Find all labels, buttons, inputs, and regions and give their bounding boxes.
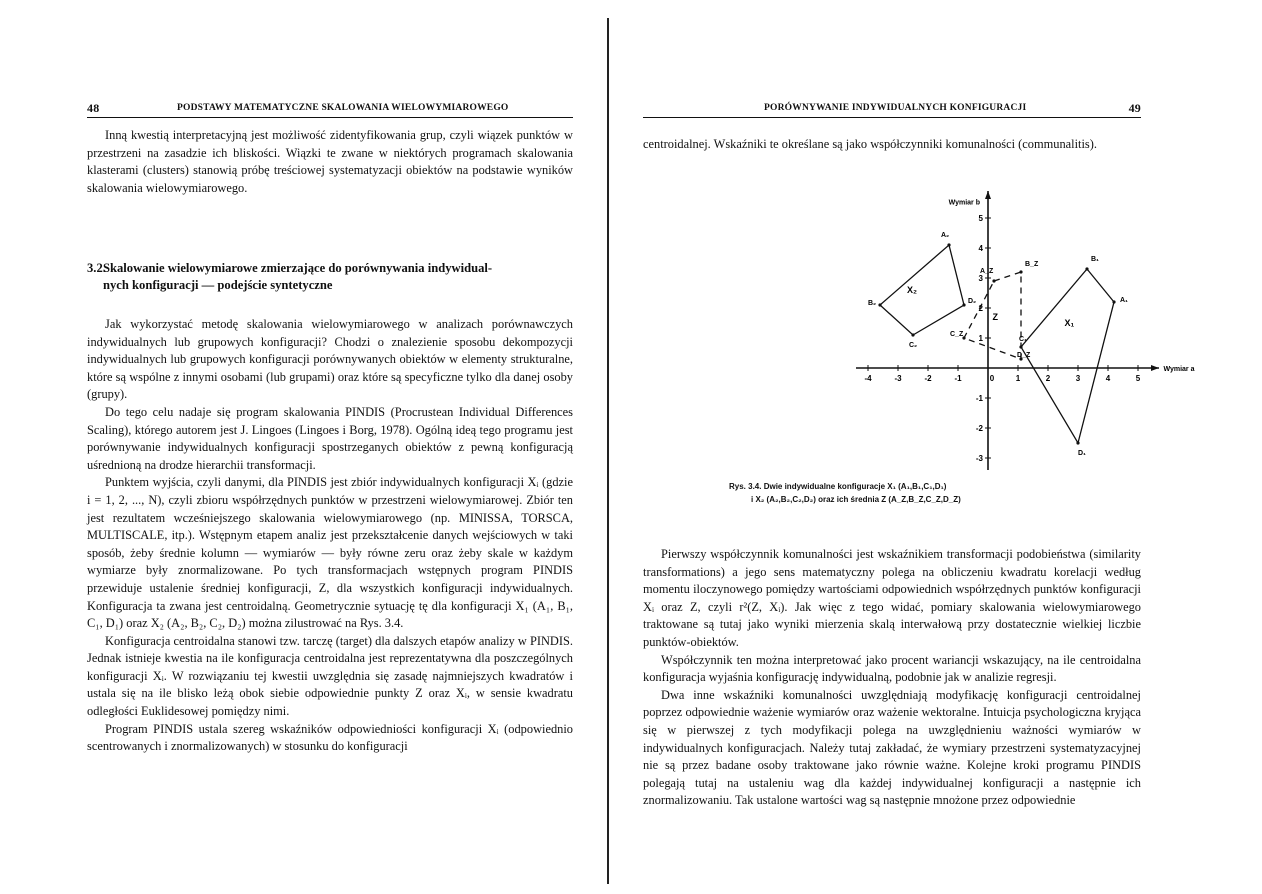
point-c2 (911, 333, 914, 336)
x-tick-label: 5 (1135, 374, 1141, 383)
y-tick-label: 4 (978, 244, 983, 253)
figure-3-4 (750, 180, 1195, 500)
point-label-a2: A₂ (941, 232, 950, 239)
right-paragraph-3: Dwa inne wskaźniki komunalności uwzględniają modyfikację konfiguracji centroidalnej poprzez odpowiednie ważenie wymiarów oraz ważenie wektoralne. Intuicja psychologiczna kryjąca się w pierwszej z tych modyfikacji polega na uwzględnieniu ważności wymiarów w indywidualnych konfiguracjach. Należy tutaj zakładać, że wymiary przestrzeni systematyzacyjnej nie są przez badane osoby traktowane jako równie ważne. Kolejne kroki programu PINDIS polegają tutaj na ustaleniu wag dla każdej indywidualnej konfiguracji a następnie ich znormalizowaniu. Tak ustalone wartości wag są następnie mnożone przez odpowiednie (643, 687, 1141, 808)
point-a2 (947, 243, 950, 246)
y-axis-arrow (985, 191, 991, 199)
point-c1 (1019, 345, 1022, 348)
point-label-d1: D₁ (1078, 450, 1086, 457)
config-label-x1: X₁ (1064, 318, 1075, 328)
x-axis-label: Wymiar a (1163, 366, 1195, 373)
right-page-number: 49 (1128, 101, 1141, 115)
left-paragraph-1: Jak wykorzystać metodę skalowania wielowymiarowego w analizach porównawczych indywidualnych lub grupowych konfiguracji? Chodzi o znalezienie sposobu dekompozycji indywidualnych lub grupowych konfiguracji porównywanych obiektów w elementy strukturalne, które są wspólne z innymi osobami (lub grupami) oraz które są specyficzne tylko dla danej osoby (grupy). (87, 317, 573, 402)
point-label-d2: D₂ (968, 298, 977, 305)
x-tick-label: -3 (894, 374, 902, 383)
right-body-block (643, 546, 1141, 810)
y-tick-label: -3 (975, 454, 983, 463)
left-body-block (87, 316, 573, 756)
x-tick-label: 2 (1045, 374, 1051, 383)
x-tick-label: 0 (989, 374, 995, 383)
x-tick-label: -2 (924, 374, 932, 383)
point-b1 (1085, 267, 1088, 270)
y-tick-label: -2 (975, 424, 983, 433)
point-label-a1: A₁ (1120, 297, 1128, 304)
left-intro-block (87, 127, 573, 197)
point-a1 (1112, 300, 1115, 303)
y-tick-label: 3 (978, 274, 983, 283)
figure-caption (729, 480, 1069, 506)
x-tick-label: 3 (1075, 374, 1081, 383)
left-page-number: 48 (87, 101, 100, 115)
x-tick-label: -1 (954, 374, 962, 383)
point-bz (1019, 270, 1022, 273)
x-axis-arrow (1151, 365, 1159, 371)
right-continuation: centroidalnej. Wskaźniki te określane są jako współczynniki komunalności (communalitis). (643, 137, 1097, 151)
section-number: 3.2. (87, 261, 106, 275)
x-tick-label: 4 (1105, 374, 1111, 383)
section-title-line1: Skalowanie wielowymiarowe zmierzające do porównywania indywidual- (103, 261, 493, 275)
point-label-b2: B₂ (868, 300, 877, 307)
point-label-cz: C_Z (950, 331, 964, 338)
intro-paragraph: Inną kwestią interpretacyjną jest możliwość zidentyfikowania grup, czyli wiązek punktów w przestrzeni na zasadzie ich bliskości. Wiązki te zwane w niektórych programach skalowania klasterami (clusters) stanowią próbę treściowej systematyzacji obiektów na podstawie wyników skalowania wielowymiarowego. (87, 128, 573, 195)
configuration-x1-shape (1021, 269, 1114, 443)
configuration-x2-shape (880, 245, 964, 335)
point-label-dz: D_Z (1017, 352, 1031, 359)
point-d2 (962, 303, 965, 306)
left-page (0, 0, 608, 894)
right-running-title: PORÓWNYWANIE INDYWIDUALNYCH KONFIGURACJI (764, 103, 1027, 113)
figure-caption-line2: i X₂ (A₂,B₂,C₂,D₂) oraz ich średnia Z (A_Z,B_Z,C_Z,D_Z) (751, 495, 961, 504)
left-running-title: PODSTAWY MATEMATYCZNE SKALOWANIA WIELOWYMIAROWEGO (177, 103, 509, 113)
right-paragraph-2: Współczynnik ten można interpretować jako procent wariancji wskazujący, na ile centroidalna konfiguracja wyjaśnia konfigurację indywidualną, podobnie jak w analizie regresji. (643, 652, 1141, 685)
config-label-z: Z (992, 312, 998, 322)
section-title-line2: nych konfiguracji — podejście syntetyczne (103, 278, 333, 292)
y-tick-label: 2 (978, 304, 983, 313)
point-label-c2: C₂ (909, 342, 918, 349)
left-paragraph-3: Punktem wyjścia, czyli danymi, dla PINDIS jest zbiór indywidualnych konfiguracji Xᵢ (gdzie i = 1, 2, ..., N), czyli zbioru współrzędnych punktów w przestrzeni wielowymiarowej. Zbiór ten jest rezultatem wcześniejszego skalowania wielowymiarowego (np. MINISSA, TORSCA, MULTISCALE, itp.). Wstępnym etapem analiz jest przekształcenie danych wejściowych w taki sposób, żeby średnie kolumn — wymiarów — były równe zeru oraz żeby skale w każdym wymiarze były znormalizowane. Po tych transformacjach wstępnych program PINDIS przewiduje ustalenie średniej konfiguracji, Z, dla wszystkich konfiguracji indywidualnych. Konfiguracja ta zwana jest centroidalną. Geometrycznie sytuację tę dla konfiguracji X₁ (A₁, B₁, C₁, D₁) oraz X₂ (A₂, B₂, C₂, D₂) można zilustrować na Rys. 3.4. (87, 475, 573, 631)
configuration-plot (750, 180, 1195, 480)
point-label-b1: B₁ (1091, 256, 1099, 263)
right-running-head (643, 101, 1141, 118)
y-tick-label: 5 (978, 214, 983, 223)
point-label-bz: B_Z (1025, 261, 1039, 268)
point-label-c1: C₁ (1019, 336, 1027, 343)
right-continuation-block (643, 136, 1141, 154)
right-page (610, 0, 1262, 894)
right-paragraph-1: Pierwszy współczynnik komunalności jest wskaźnikiem transformacji podobieństwa (similarity transformations) a jego sens matematyczny polega na obliczeniu kwadratu korelacji według momentu iloczynowego pomiędzy wartościami odpowiednich współrzędnych punktów konfiguracji Xᵢ oraz Z, czyli r²(Z, Xᵢ). Jak więc z tego widać, pomiary skalowania wielowymiarowego traktowane są tutaj jako wyniki mierzenia skalą interwałową przy dostatecznie wielkiej liczbie punktów-obiektów. (643, 547, 1141, 649)
point-d1 (1076, 441, 1079, 444)
x-tick-label: 1 (1015, 374, 1021, 383)
point-b2 (878, 303, 881, 306)
left-paragraph-2: Do tego celu nadaje się program skalowania PINDIS (Procrustean Individual Differences Scaling), którego autorem jest J. Lingoes (Lingoes i Borg, 1978). Ogólną ideą tego programu jest porównywanie indywidualnych konfiguracji spostrzeganych obiektów z pewną konfiguracją uśrednioną na drodze hierarchii transformacji. (87, 404, 573, 472)
left-running-head (87, 101, 573, 118)
x-tick-label: -4 (864, 374, 872, 383)
config-label-x2: X₂ (907, 285, 918, 295)
figure-caption-line1: Rys. 3.4. Dwie indywidualne konfiguracje X₁ (A₁,B₁,C₁,D₁) (729, 482, 947, 491)
y-tick-label: 1 (978, 334, 983, 343)
y-axis-label: Wymiar b (948, 199, 980, 207)
left-paragraph-5: Program PINDIS ustala szereg wskaźników odpowiedniości konfiguracji Xᵢ (odpowiednio scentrowanych i znormalizowanych) w stosunku do konfiguracji (87, 721, 573, 754)
y-tick-label: -1 (975, 394, 983, 403)
section-heading (87, 260, 573, 294)
point-label-az: A_Z (980, 268, 994, 275)
point-az (992, 279, 995, 282)
left-paragraph-4: Konfiguracja centroidalna stanowi tzw. tarczę (target) dla dalszych etapów analizy w PINDIS. Jednak istnieje kwestia na ile konfiguracja centroidalna jest reprezentatywna dla poszczególnych konfiguracji Xᵢ. W rozwiązaniu tej kwestii uwzględnia się zasadę najmniejszych kwadratów i ustala się na ile blisko leżą obok siebie odpowiednie punkty Z oraz Xᵢ, w sensie kwadratu odległości Euklidesowej pomiędzy nimi. (87, 633, 573, 719)
